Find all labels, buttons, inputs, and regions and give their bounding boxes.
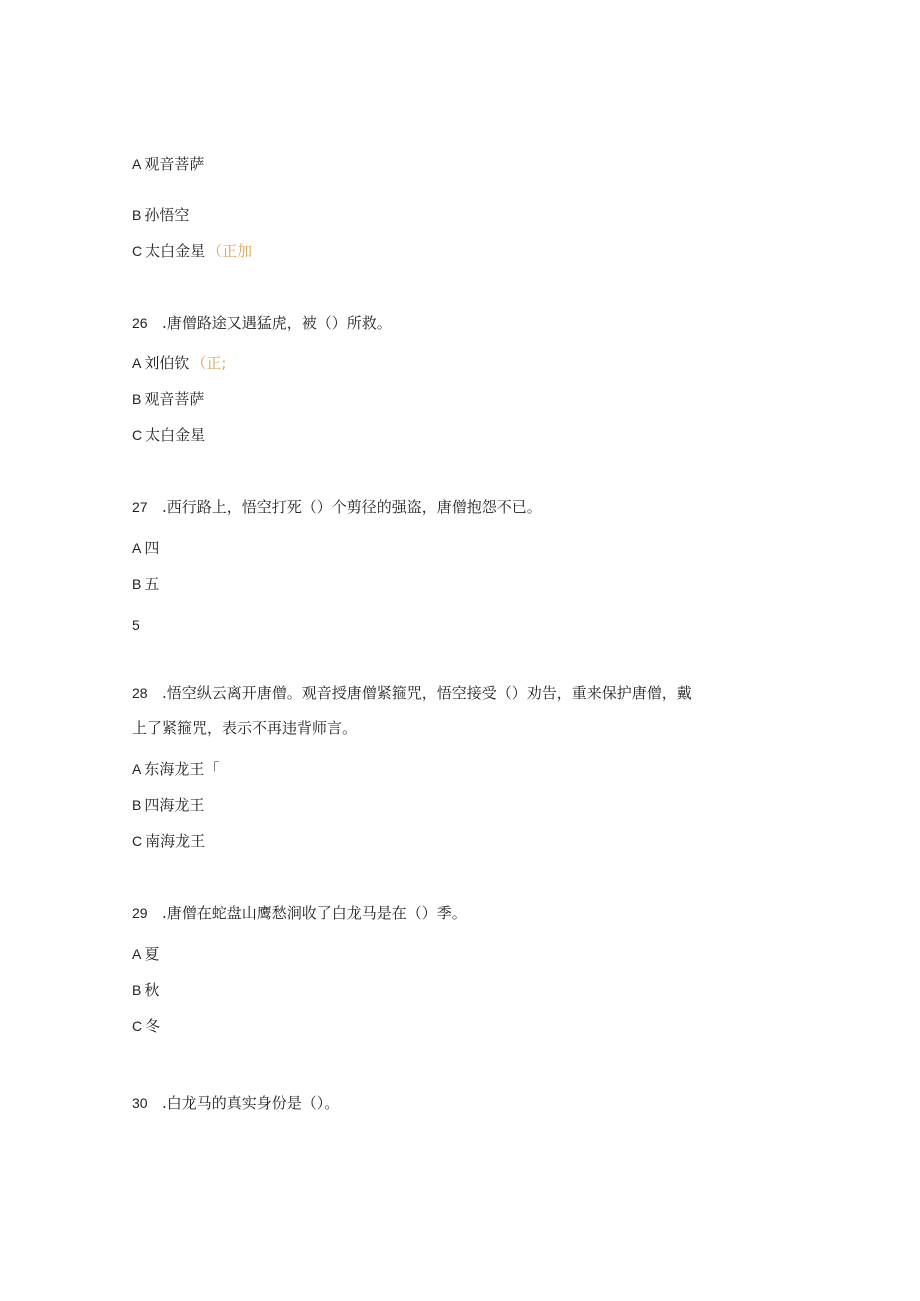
question-28-continued bbox=[132, 718, 357, 738]
question-number: 27 bbox=[132, 499, 148, 515]
option-letter: C bbox=[132, 427, 143, 443]
option-text: 秋 bbox=[144, 981, 160, 999]
option-a bbox=[132, 353, 226, 373]
option-text: 冬 bbox=[145, 1017, 161, 1035]
answer-note: （正; bbox=[191, 354, 227, 372]
question-30 bbox=[132, 1093, 339, 1113]
option-text: 南海龙王 bbox=[145, 832, 206, 850]
option-letter: B bbox=[132, 576, 142, 592]
option-letter: A bbox=[132, 156, 142, 172]
question-text: .唐僧路途又遇猛虎，被（）所救。 bbox=[162, 314, 392, 332]
option-letter: C bbox=[132, 243, 143, 259]
option-text: 四 bbox=[144, 539, 160, 557]
option-a bbox=[132, 538, 159, 558]
option-text: 刘伯钦 bbox=[144, 354, 190, 372]
option-b bbox=[132, 980, 159, 1000]
option-b bbox=[132, 389, 204, 409]
option-text: 夏 bbox=[144, 945, 160, 963]
option-c bbox=[132, 831, 205, 851]
option-text: 观音菩萨 bbox=[144, 390, 205, 408]
option-letter: C bbox=[132, 1018, 143, 1034]
option-a bbox=[132, 759, 219, 779]
option-b bbox=[132, 795, 204, 815]
option-letter: A bbox=[132, 355, 142, 371]
question-number: 26 bbox=[132, 315, 148, 331]
question-number: 30 bbox=[132, 1095, 148, 1111]
question-text: .悟空纵云离开唐僧。观音授唐僧紧箍咒，悟空接受（）劝告，重来保护唐僧，戴 bbox=[162, 684, 692, 702]
stray-text: 5 bbox=[132, 617, 140, 633]
question-29 bbox=[132, 903, 467, 923]
question-26 bbox=[132, 313, 392, 333]
option-c bbox=[132, 1016, 160, 1036]
option-letter: B bbox=[132, 391, 142, 407]
question-text: .白龙马的真实身份是（）。 bbox=[162, 1094, 340, 1112]
option-a bbox=[132, 154, 204, 174]
option-text: 东海龙王「 bbox=[144, 760, 220, 778]
option-b bbox=[132, 205, 189, 225]
option-b bbox=[132, 574, 159, 594]
question-text: 上了紧箍咒，表示不再违背师言。 bbox=[132, 719, 358, 737]
option-letter: A bbox=[132, 540, 142, 556]
option-letter: B bbox=[132, 797, 142, 813]
option-text: 太白金星 bbox=[145, 242, 206, 260]
option-text: 观音菩萨 bbox=[144, 155, 205, 173]
question-text: .唐僧在蛇盘山鹰愁涧收了白龙马是在（）季。 bbox=[162, 904, 467, 922]
stray-number bbox=[132, 615, 143, 635]
option-c bbox=[132, 241, 252, 261]
answer-note: （正加 bbox=[207, 242, 253, 260]
option-text: 四海龙王 bbox=[144, 796, 205, 814]
option-letter: A bbox=[132, 946, 142, 962]
question-text: .西行路上，悟空打死（）个剪径的强盗，唐僧抱怨不已。 bbox=[162, 498, 542, 516]
question-number: 28 bbox=[132, 685, 148, 701]
option-text: 孙悟空 bbox=[144, 206, 190, 224]
option-letter: A bbox=[132, 761, 142, 777]
option-c bbox=[132, 425, 205, 445]
option-letter: B bbox=[132, 982, 142, 998]
option-letter: B bbox=[132, 207, 142, 223]
option-letter: C bbox=[132, 833, 143, 849]
option-text: 太白金星 bbox=[145, 426, 206, 444]
option-a bbox=[132, 944, 159, 964]
question-27 bbox=[132, 497, 542, 517]
question-28 bbox=[132, 683, 692, 703]
question-number: 29 bbox=[132, 905, 148, 921]
option-text: 五 bbox=[144, 575, 160, 593]
